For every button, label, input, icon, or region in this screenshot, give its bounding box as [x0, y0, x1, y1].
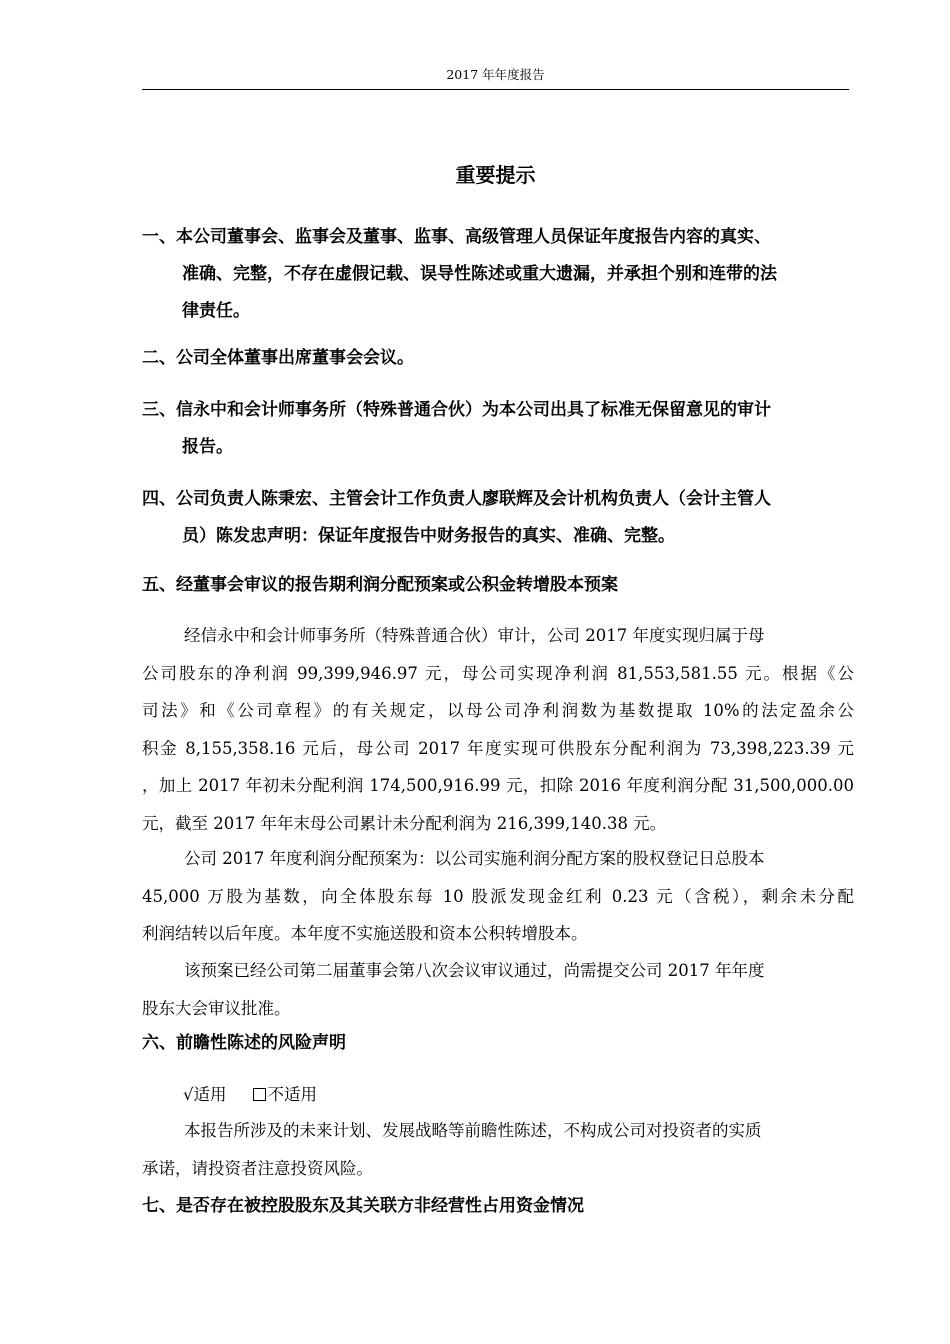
- section-3: [142, 392, 854, 466]
- applicability-options: [183, 1076, 317, 1113]
- section-4-line-2: 员）陈发忠声明：保证年度报告中财务报告的真实、准确、完整。: [182, 526, 675, 546]
- s5-p1-line-6: 元，截至 2017 年年末母公司累计未分配利润为 216,399,140.38 元。: [142, 813, 667, 833]
- section-1: [142, 219, 854, 330]
- section-2: [142, 340, 854, 377]
- s6-p1-line-1: 本报告所涉及的未来计划、发展战略等前瞻性陈述，不构成公司对投资者的实质: [184, 1121, 762, 1140]
- s5-p2-line-1: 公司 2017 年度利润分配预案为：以公司实施利润分配方案的股权登记日总股本: [184, 849, 765, 868]
- s5-p1-line-4: 积金 8,155,358.16 元后，母公司 2017 年度实现可供股东分配利润为 73,398,223.39 元: [142, 738, 854, 758]
- section-5-heading: 五、经董事会审议的报告期利润分配预案或公积金转增股本预案: [142, 575, 618, 595]
- section-4: [142, 481, 854, 555]
- section-6-heading: 六、前瞻性陈述的风险声明: [142, 1033, 346, 1053]
- section-3-line-2: 报告。: [182, 437, 233, 457]
- s6-p1-line-2: 承诺，请投资者注意投资风险。: [142, 1158, 373, 1178]
- applicable-label: 适用: [193, 1085, 227, 1104]
- section-6-paragraph-1: [142, 1112, 854, 1187]
- section-7-heading: 七、是否存在被控股股东及其关联方非经营性占用资金情况: [142, 1196, 584, 1216]
- s5-p3-line-2: 股东大会审议批准。: [142, 998, 291, 1018]
- section-5-paragraph-2: [142, 840, 854, 953]
- s5-p1-line-2: 公司股东的净利润 99,399,946.97 元，母公司实现净利润 81,553,581.55 元。根据《公: [142, 663, 854, 683]
- section-1-line-3: 律责任。: [182, 301, 250, 321]
- running-header: 2017 年年度报告: [446, 67, 545, 82]
- s5-p2-line-3: 利润结转以后年度。本年度不实施送股和资本公积转增股本。: [142, 924, 588, 943]
- section-2-line-1: 二、公司全体董事出席董事会会议。: [142, 348, 414, 368]
- section-1-line-1: 一、本公司董事会、监事会及董事、监事、高级管理人员保证年度报告内容的真实、: [142, 227, 771, 247]
- s5-p1-line-1: 经信永中和会计师事务所（特殊普通合伙）审计，公司 2017 年度实现归属于母: [184, 626, 765, 645]
- section-4-line-1: 四、公司负责人陈秉宏、主管会计工作负责人廖联辉及会计机构负责人（会计主管人: [142, 489, 771, 509]
- check-mark-icon: √: [183, 1085, 194, 1104]
- header-divider: [142, 89, 849, 90]
- s5-p1-line-5: ，加上 2017 年初未分配利润 174,500,916.99 元，扣除 2016 年度利润分配 31,500,000.00: [142, 776, 854, 795]
- s5-p3-line-1: 该预案已经公司第二届董事会第八次会议审议通过，尚需提交公司 2017 年年度: [184, 961, 765, 980]
- s5-p2-line-2: 45,000 万股为基数，向全体股东每 10 股派发现金红利 0.23 元（含税），剩余未分配: [142, 886, 854, 906]
- s5-p1-line-3: 司法》和《公司章程》的有关规定，以母公司净利润数为基数提取 10%的法定盈余公: [142, 701, 854, 720]
- page-title: 重要提示: [455, 163, 536, 187]
- section-5-paragraph-3: [142, 952, 854, 1027]
- section-3-line-1: 三、信永中和会计师事务所（特殊普通合伙）为本公司出具了标准无保留意见的审计: [142, 400, 771, 420]
- not-applicable-label: 不适用: [267, 1085, 318, 1104]
- section-1-line-2: 准确、完整，不存在虚假记载、误导性陈述或重大遗漏，并承担个别和连带的法: [182, 264, 777, 284]
- section-5-paragraph-1: [142, 617, 854, 842]
- empty-checkbox-icon: [253, 1088, 266, 1101]
